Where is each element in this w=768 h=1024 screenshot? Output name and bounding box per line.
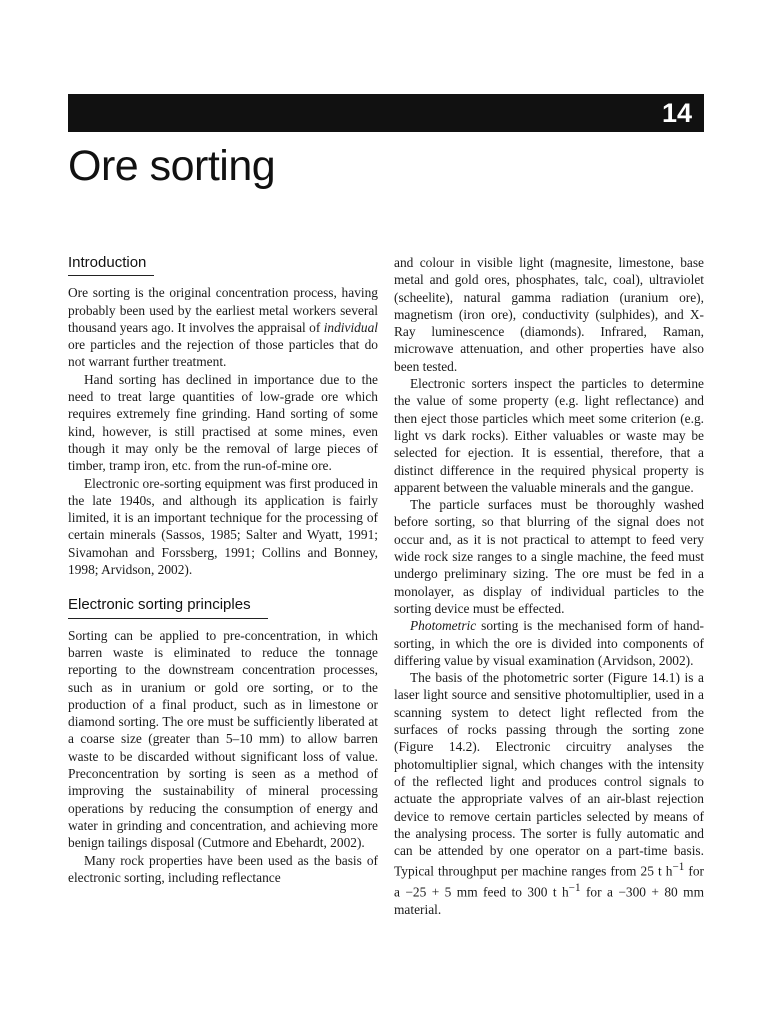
emphasis-text: Photometric: [410, 618, 477, 634]
chapter-title: Ore sorting: [68, 142, 276, 190]
paragraph: Sorting can be applied to pre-concentration, in which barren waste is eliminated to reduce the tonnage reporting to the downstream concentration processes, such as in uranium or gold ore sorting, or to the production of a final product, such as in limestone or diamond sorting. The ore must be sufficiently liberated at a coarse size (greater than 5–10 mm) to allow barren waste to be discarded without significant loss of value. Preconcentration by sorting is seen as a method of improving the sustainability of mineral processing operations by reducing the consumption of energy and water in grinding and concentration, and achieving more benign tailings disposal (Cutmore and Ebehardt, 2002).: [68, 627, 378, 851]
section-heading-electronic-sorting: Electronic sorting principles: [68, 596, 251, 614]
paragraph: Electronic ore-sorting equipment was first produced in the late 1940s, and although its application is fairly limited, it is an important technique for the processing of certain minerals (Sassos, 1985; Salter and Wyatt, 1991; Sivamohan and Forssberg, 1991; Collins and Bonney, 1998; Arvidson, 2002).: [68, 475, 378, 578]
text-run: for a −25 + 5 mm feed to 300 t h: [394, 863, 705, 900]
text-run: Ore sorting is the original concentration process, having probably been used by the earliest metal workers several thousand years ago. It involves the appraisal of: [68, 285, 378, 335]
paragraph: Many rock properties have been used as the basis of electronic sorting, including reflectance: [68, 852, 378, 885]
text-run: sorting is the mechanised form of hand-sorting, in which the ore is divided into components of differing value by visual examination (Arvidson, 2002).: [394, 618, 704, 668]
text-run: The basis of the photometric sorter (Figure 14.1) is a laser light source and sensitive photomultiplier, used in a scanning system to detect light reflected from the surfaces of rocks passing through the sorting zone (Figure 14.2). Electronic circuitry analyses the photomultiplier signal, which changes with the intensity of the reflected light and produces control signals to actuate the appropriate valves of an air-blast rejection device to remove certain particles selected by means of the analysing process. The sorter is fully automatic and can be attended by one operator on a part-time basis. Typical throughput per machine ranges from 25 t h: [394, 670, 704, 879]
text-run: ore particles and the rejection of those particles that do not warrant further treatment.: [68, 337, 378, 370]
heading-underline: [68, 618, 268, 619]
left-column: [68, 254, 378, 886]
chapter-header-bar: [68, 94, 704, 132]
paragraph-continued: and colour in visible light (magnesite, limestone, base metal and gold ores, phosphates, talc, coal), ultraviolet (scheelite), natural gamma radiation (uranium ore), magnetism (iron ore), conductivity (sulphides), and X-Ray luminescence (diamonds). Infrared, Raman, microwave attenuation, and other properties have also been tested.: [394, 255, 704, 374]
section-heading-introduction: Introduction: [68, 254, 147, 271]
superscript: −1: [568, 882, 581, 895]
paragraph: The particle surfaces must be thoroughly washed before sorting, so that blurring of the signal does not occur and, as it is not practical to attempt to feed very wide rock size ranges to a single machine, the feed must undergo preliminary sizing. The ore must be fed in a monolayer, as display of individual particles to the sorting device must be effected.: [394, 497, 704, 616]
paragraph: [394, 669, 704, 918]
emphasis-text: individual: [323, 319, 378, 335]
chapter-number: 14: [661, 98, 692, 128]
paragraph: Hand sorting has declined in importance due to the need to treat large quantities of low-grade ore which requires extremely fine grinding. Hand sorting of some kind, however, is still practised at some mines, even though it may only be the removal of large pieces of timber, tramp iron, etc. from the run-of-mine ore.: [68, 371, 378, 474]
paragraph: [394, 617, 704, 669]
paragraph: Electronic sorters inspect the particles to determine the value of some property (e.g. light reflectance) and then eject those particles which meet some criterion (e.g. light vs dark rocks). Either valuables or waste may be selected for ejection. It is essential, therefore, that a distinct difference in the required physical property is apparent between the valuable minerals and the gangue.: [394, 376, 704, 495]
text-run: for a −300 + 80 mm material.: [394, 884, 704, 917]
right-column: [394, 254, 704, 918]
paragraph: [68, 284, 378, 370]
superscript: −1: [672, 861, 685, 874]
heading-underline: [68, 275, 154, 276]
